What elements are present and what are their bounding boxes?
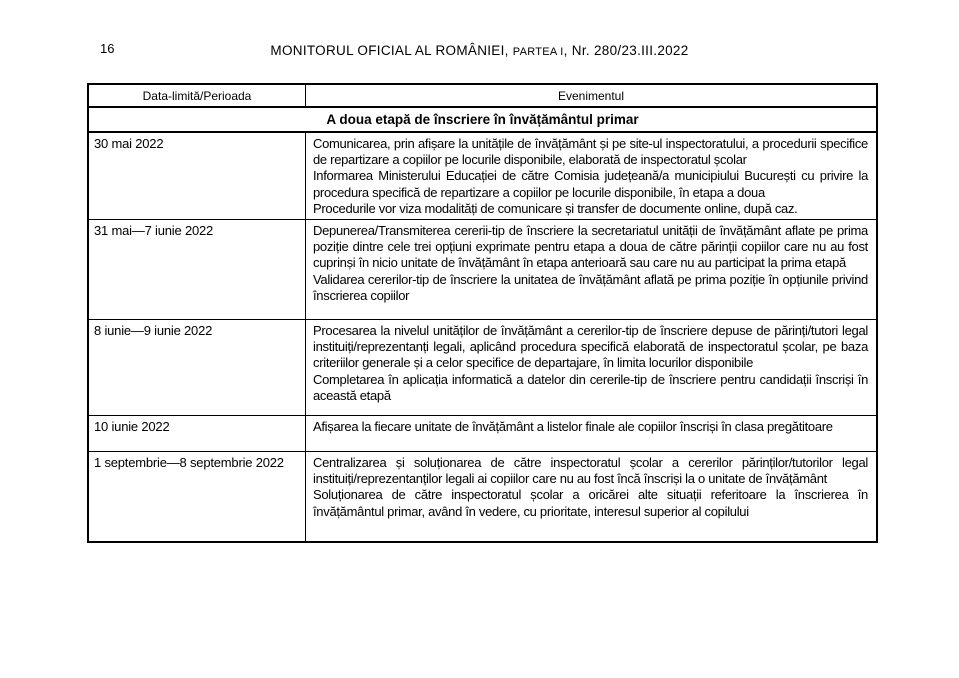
date-cell: 31 mai—7 iunie 2022 [88, 220, 306, 320]
event-cell [306, 132, 878, 220]
column-header-date: Data-limită/Perioada [88, 84, 306, 107]
event-paragraph: Procedurile vor viza modalități de comunicare și transfer de documente online, după caz. [313, 200, 798, 216]
column-header-event: Evenimentul [306, 84, 878, 107]
event-paragraph: Completarea în aplicația informatică a datelor din cererile-tip de înscriere pentru candidații înscriși în această etapă [313, 371, 868, 403]
header-title-main: MONITORUL OFICIAL AL ROMÂNIEI, [270, 43, 513, 58]
section-header-row [88, 107, 877, 132]
date-cell: 10 iunie 2022 [88, 416, 306, 452]
event-cell [306, 452, 878, 542]
table-row [88, 320, 877, 416]
table-row [88, 220, 877, 320]
page-header [0, 43, 959, 58]
date-cell: 30 mai 2022 [88, 132, 306, 220]
table-row [88, 132, 877, 220]
date-cell: 1 septembrie—8 septembrie 2022 [88, 452, 306, 542]
header-title-part: PARTEA I [512, 46, 564, 58]
event-cell [306, 320, 878, 416]
page-number: 16 [100, 41, 115, 56]
date-cell: 8 iunie—9 iunie 2022 [88, 320, 306, 416]
header-title-issue: , Nr. 280/23.III.2022 [563, 43, 689, 58]
enrollment-schedule-table [87, 83, 878, 543]
table-header-row [88, 84, 877, 107]
event-paragraph: Validarea cererilor-tip de înscriere la unitatea de învățământ aflată pe prima poziție în opțiunile privind înscrierea copiilor [313, 271, 868, 303]
event-paragraph: Soluționarea de către inspectoratul școlar a oricărei alte situații referitoare la înscrierea în învățământul primar, având în vedere, cu prioritate, interesul superior al copilului [313, 487, 868, 519]
section-title: A doua etapă de înscriere în învățământul primar [88, 107, 877, 132]
event-paragraph: Comunicarea, prin afișare la unitățile de învățământ și pe site-ul inspectoratului, a procedurii specifice de repartizare a copiilor pe locurile disponibile, elaborată de inspectoratul școlar [313, 136, 868, 168]
event-paragraph: Procesarea la nivelul unităților de învățământ a cererilor-tip de înscriere depuse de părinți/tutori legal instituiți/reprezentanți legali, aplicând procedura specifică elaborată de inspectoratul școlar, pe baza criteriilor generale și a celor specifice de departajare, în limita locurilor disponibile [313, 323, 868, 371]
event-cell [306, 220, 878, 320]
event-paragraph: Afișarea la fiecare unitate de învățământ a listelor finale ale copiilor înscriși în clasa pregătitoare [313, 419, 833, 435]
table-row [88, 452, 877, 542]
event-paragraph: Depunerea/Transmiterea cererii-tip de înscriere la secretariatul unității de învățământ aflate pe prima poziție dintre cele trei opțiuni exprimate pentru etapa a doua de către părinții copiilor care nu au fost cuprinși în nicio unitate de învățământ în etapa anterioară sau care nu au participat la prima etapă [313, 223, 868, 271]
table-row [88, 416, 877, 452]
event-cell [306, 416, 878, 452]
event-paragraph: Informarea Ministerului Educației de către Comisia județeană/a municipiului București cu privire la procedura specifică de repartizare a copiilor pe locurile disponibile, în etapa a doua [313, 168, 868, 200]
event-paragraph: Centralizarea și soluționarea de către inspectoratul școlar a cererilor părinților/tutorilor legal instituiți/reprezentanților legali ai copiilor care nu au fost încă înscriși la o unitate de învățământ [313, 455, 868, 487]
